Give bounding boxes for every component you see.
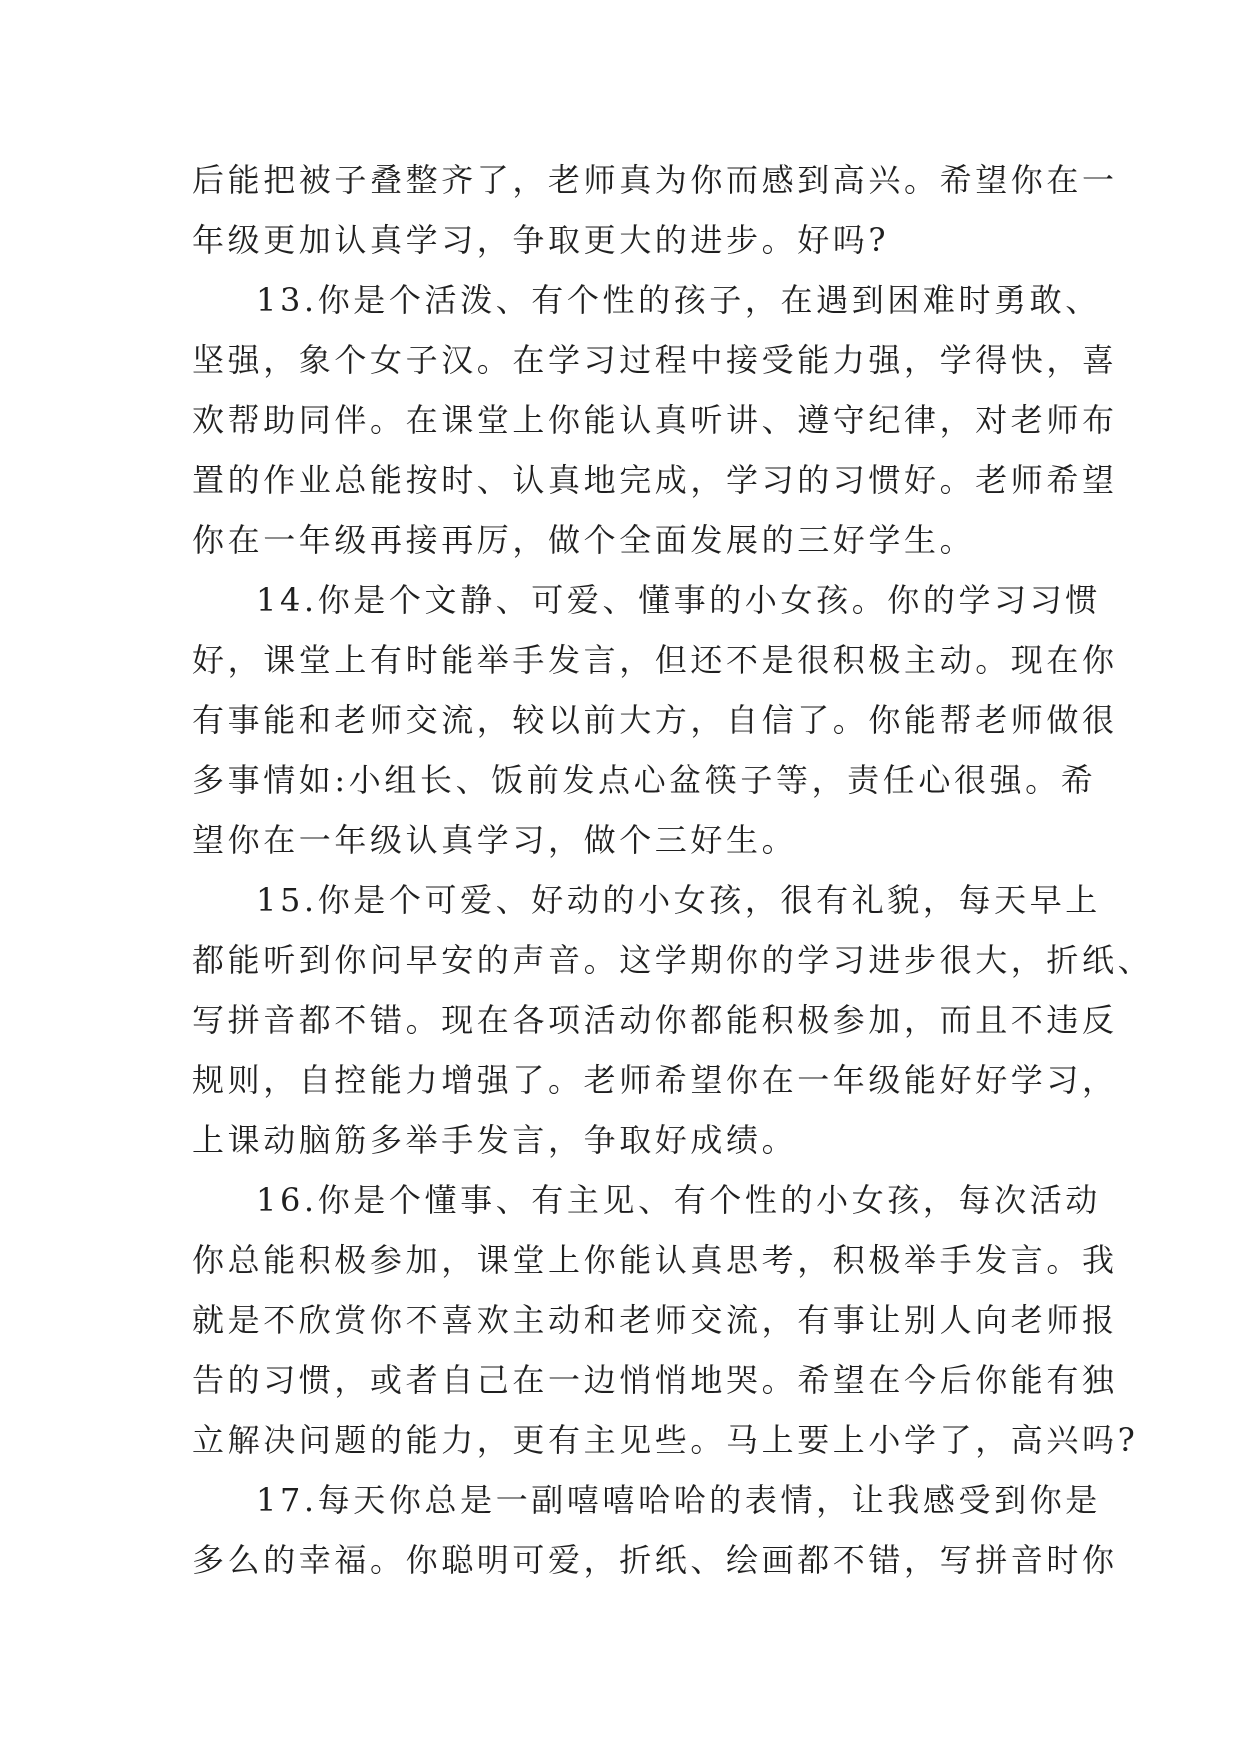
- text-line: 好，课堂上有时能举手发言，但还不是很积极主动。现在你: [192, 641, 1118, 679]
- paragraph-17: [192, 1470, 1118, 1590]
- text-line: 都能听到你问早安的声音。这学期你的学习进步很大，折纸、: [192, 941, 1154, 979]
- text-line: 置的作业总能按时、认真地完成，学习的习惯好。老师希望: [192, 461, 1118, 499]
- text-line: 13.你是个活泼、有个性的孩子，在遇到困难时勇敢、: [256, 281, 1101, 319]
- text-line: 写拼音都不错。现在各项活动你都能积极参加，而且不违反: [192, 1001, 1118, 1039]
- paragraph-14: [192, 570, 1118, 870]
- paragraph-continuation: [192, 150, 1118, 270]
- text-line: 17.每天你总是一副嘻嘻哈哈的表情，让我感受到你是: [256, 1481, 1101, 1519]
- text-line: 你总能积极参加，课堂上你能认真思考，积极举手发言。我: [192, 1241, 1118, 1279]
- text-line: 规则，自控能力增强了。老师希望你在一年级能好好学习，: [192, 1061, 1118, 1099]
- text-line: 多事情如:小组长、饭前发点心盆筷子等，责任心很强。希: [192, 761, 1097, 799]
- text-line: 立解决问题的能力，更有主见些。马上要上小学了，高兴吗?: [192, 1421, 1139, 1459]
- paragraph-15: [192, 870, 1154, 1170]
- text-line: 就是不欣赏你不喜欢主动和老师交流，有事让别人向老师报: [192, 1301, 1118, 1339]
- text-line: 坚强，象个女子汉。在学习过程中接受能力强，学得快，喜: [192, 341, 1118, 379]
- text-line: 望你在一年级认真学习，做个三好生。: [192, 821, 798, 859]
- text-line: 年级更加认真学习，争取更大的进步。好吗?: [192, 221, 890, 259]
- text-line: 16.你是个懂事、有主见、有个性的小女孩，每次活动: [256, 1181, 1101, 1219]
- document-body: [192, 150, 1154, 1590]
- paragraph-16: [192, 1170, 1139, 1470]
- text-line: 后能把被子叠整齐了，老师真为你而感到高兴。希望你在一: [192, 161, 1118, 199]
- text-line: 有事能和老师交流，较以前大方，自信了。你能帮老师做很: [192, 701, 1118, 739]
- text-line: 15.你是个可爱、好动的小女孩，很有礼貌，每天早上: [256, 881, 1101, 919]
- text-line: 上课动脑筋多举手发言，争取好成绩。: [192, 1121, 798, 1159]
- paragraph-13: [192, 270, 1118, 570]
- text-line: 欢帮助同伴。在课堂上你能认真听讲、遵守纪律，对老师布: [192, 401, 1118, 439]
- text-line: 14.你是个文静、可爱、懂事的小女孩。你的学习习惯: [256, 581, 1101, 619]
- text-line: 你在一年级再接再厉，做个全面发展的三好学生。: [192, 521, 976, 559]
- text-line: 多么的幸福。你聪明可爱，折纸、绘画都不错，写拼音时你: [192, 1541, 1118, 1579]
- text-line: 告的习惯，或者自己在一边悄悄地哭。希望在今后你能有独: [192, 1361, 1118, 1399]
